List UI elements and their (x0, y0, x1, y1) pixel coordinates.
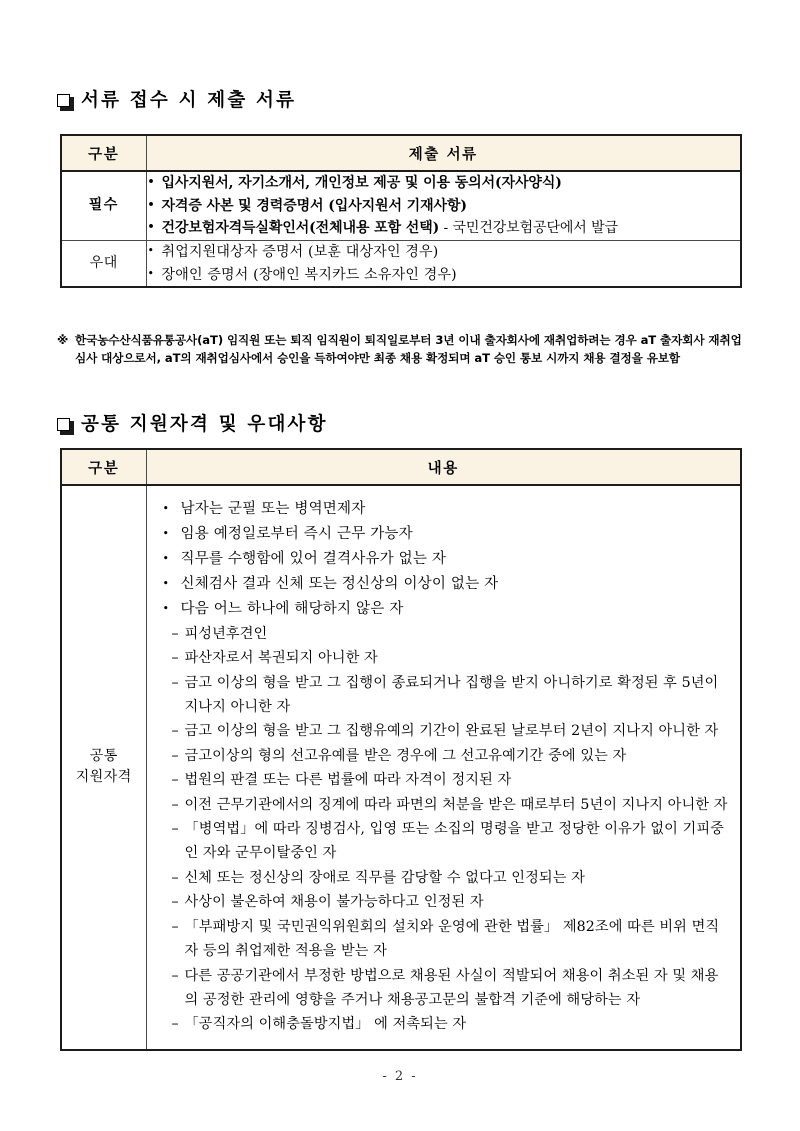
sub-list-item (172, 671, 729, 720)
submission-documents-table (60, 134, 742, 288)
list-item (147, 264, 741, 287)
sub-list-item (172, 768, 729, 792)
sub-list-item (172, 793, 729, 817)
table-row (61, 171, 741, 241)
sub-list-item-text: 「병역법」에 따라 징병검사, 입영 또는 소집의 명령을 받고 정당한 이유가 없이 기피중인 자와 군무이탈중인 자 (184, 821, 724, 862)
list-item (147, 172, 741, 195)
list-item-text: 자격증 사본 및 경력증명서 (입사지원서 기재사항) (161, 197, 467, 214)
section-common-qualifications (57, 412, 328, 438)
table-header-row (61, 449, 741, 485)
sub-list-item-text: 법원의 판결 또는 다른 법률에 따라 자격이 정지된 자 (184, 772, 512, 789)
list-item-text: 직무를 수행함에 있어 결격사유가 없는 자 (180, 550, 447, 567)
table2-header-category: 구분 (61, 449, 146, 485)
table-header-row (61, 135, 741, 171)
sub-list-item-text: 「부패방지 및 국민권익위원회의 설치와 운영에 관한 법률」 제82조에 따른 비위 면직자 등의 취업제한 적용을 받는 자 (184, 918, 720, 960)
table1-header-documents: 제출 서류 (146, 135, 741, 171)
sub-list-item-text: 「공직자의 이해충돌방지법」 에 저촉되는 자 (184, 1016, 467, 1033)
list-item (147, 195, 741, 218)
section-submission-documents (57, 88, 296, 114)
section2-heading-text: 공통 지원자격 및 우대사항 (81, 413, 328, 435)
sub-list-item (172, 866, 729, 890)
table1-row1-content (146, 171, 741, 241)
table-row (61, 485, 741, 1050)
list-item-text: 취업지원대상자 증명서 (보훈 대상자인 경우) (161, 244, 439, 261)
footnote-text: 한국농수산식품유통공사(aT) 임직원 또는 퇴직 임직원이 퇴직일로부터 3년 이내 출자회사에 재취업하려는 경우 aT 출자회사 재취업심사 대상으로서, aT의 재취업심사에서 승인을 득하여야만 최종 채용 확정되며 aT 승인 통보 시까지 채용 결정을 유보함 (75, 333, 742, 366)
table2-row1-label (61, 485, 146, 1050)
checkbox-icon (57, 94, 72, 109)
table1-header-category: 구분 (61, 135, 146, 171)
table2-row1-content (146, 485, 741, 1050)
sub-list-item-text: 파산자로서 복권되지 아니한 자 (184, 650, 378, 667)
sub-list-item-text: 다른 공공기관에서 부정한 방법으로 채용된 사실이 적발되어 채용이 취소된 자 및 채용의 공정한 관리에 영향을 주거나 채용공고문의 불합격 기준에 해당하는 자 (184, 967, 719, 1009)
sub-list-item (172, 1012, 729, 1036)
section1-heading-row (57, 88, 296, 114)
list-item (159, 572, 729, 597)
sub-list-item-text: 금고이상의 형의 선고유예를 받은 경우에 그 선고유예기간 중에 있는 자 (184, 747, 627, 764)
qualification-sub-list (159, 622, 729, 1037)
list-item-text: 건강보험자격득실확인서(전체내용 포함 선택) (161, 220, 440, 237)
list-item-text: 임용 예정일로부터 즉시 근무 가능자 (180, 525, 413, 542)
list-item (147, 217, 741, 240)
list-item-text: 입사지원서, 자기소개서, 개인정보 제공 및 이용 동의서(자사양식) (161, 175, 562, 191)
list-item-text: 다음 어느 하나에 해당하지 않은 자 (180, 600, 404, 617)
table2-header-content: 내용 (146, 449, 741, 485)
submission-footnote (57, 331, 747, 368)
sub-list-item (172, 915, 729, 964)
table2-row1-label-line1: 공통 (89, 747, 118, 764)
list-item (159, 497, 729, 522)
list-item-text: 남자는 군필 또는 병역면제자 (180, 501, 366, 517)
table1-row1-label: 필수 (61, 171, 146, 241)
sub-list-item-text: 이전 근무기관에서의 징계에 따라 파면의 처분을 받은 때로부터 5년이 지나지 아니한 자 (184, 796, 728, 813)
sub-list-item-text: 피성년후견인 (184, 625, 268, 642)
common-qualifications-table (60, 448, 742, 1051)
sub-list-item (172, 646, 729, 670)
list-item-note: - 국민건강보험공단에서 발급 (439, 220, 618, 237)
sub-list-item (172, 719, 729, 743)
sub-list-item-text: 신체 또는 정신상의 장애로 직무를 감당할 수 없다고 인정되는 자 (184, 869, 585, 886)
table-row (61, 241, 741, 288)
qualification-bullet-list (159, 497, 729, 622)
list-item-text: 신체검사 결과 신체 또는 정신상의 이상이 없는 자 (180, 575, 499, 592)
table1-row2-content (146, 241, 741, 288)
section1-heading-text: 서류 접수 시 제출 서류 (81, 89, 297, 111)
sub-list-item (172, 744, 729, 768)
checkbox-icon (57, 418, 72, 433)
page-number: - 2 - (382, 1069, 418, 1084)
sub-list-item-text: 금고 이상의 형을 받고 그 집행유예의 기간이 완료된 날로부터 2년이 지나지 아니한 자 (184, 723, 719, 740)
list-item (159, 547, 729, 572)
sub-list-item-text: 금고 이상의 형을 받고 그 집행이 종료되거나 집행을 받지 아니하기로 확정된 후 5년이 지나지 아니한 자 (184, 674, 719, 715)
table1-row2-label: 우대 (61, 241, 146, 288)
list-item (159, 597, 729, 622)
table2-row1-label-line2: 지원자격 (75, 769, 132, 786)
list-item (159, 522, 729, 547)
footnote-mark: ※ (57, 333, 69, 347)
sub-list-item-text: 사상이 불온하여 채용이 불가능하다고 인정된 자 (184, 894, 484, 911)
sub-list-item (172, 890, 729, 914)
sub-list-item (172, 964, 729, 1013)
list-item (147, 241, 741, 264)
sub-list-item (172, 817, 729, 866)
sub-list-item (172, 622, 729, 646)
list-item-text: 장애인 증명서 (장애인 복지카드 소유자인 경우) (161, 266, 457, 283)
section2-heading-row (57, 412, 328, 438)
